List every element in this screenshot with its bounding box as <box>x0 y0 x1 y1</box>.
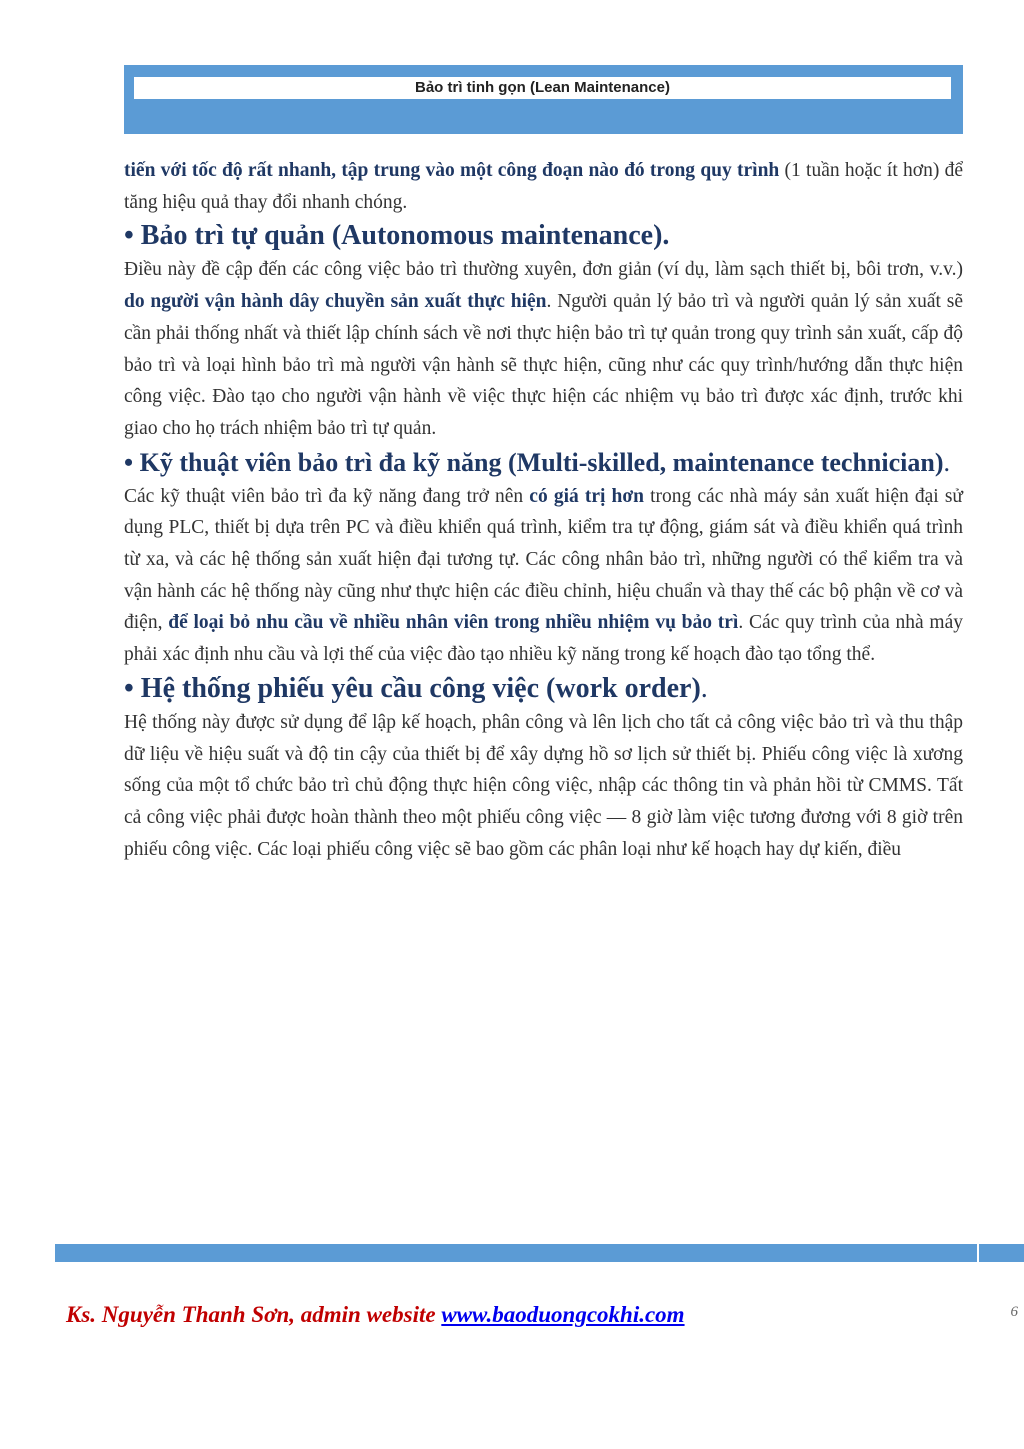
work-order-heading-text: • Hệ thống phiếu yêu cầu công việc (work order) <box>124 672 701 704</box>
autonomous-bold-text: do người vận hành dây chuyền sản xuất thực hiện <box>124 291 547 313</box>
section-heading-autonomous: • Bảo trì tự quản (Autonomous maintenance). <box>124 220 670 252</box>
section-heading-work-order <box>124 671 963 707</box>
page-number: 6 <box>1010 1304 1018 1320</box>
work-order-paragraph: Hệ thống này được sử dụng để lập kế hoạch, phân công và lên lịch cho tất cả công việc bảo trì và thu thập dữ liệu về hiệu suất và độ tin cậy của thiết bị để xây dựng hồ sơ lịch sử thiết bị. Phiếu công việc là xương sống của một tổ chức bảo trì chủ động thực hiện công việc, nhập các thông tin và phản hồi từ CMMS. Tất cả công việc phải được hoàn thành theo một phiếu công việc — 8 giờ làm việc tương đương với 8 giờ trên phiếu công việc. Các loại phiếu công việc sẽ bao gồm các phân loại như kế hoạch hay dự kiến, điều <box>124 711 963 860</box>
technician-heading-text: • Kỹ thuật viên bảo trì đa kỹ năng (Multi-skilled, maintenance technician) <box>124 447 944 477</box>
technician-bold-text-1: có giá trị hơn <box>529 485 645 507</box>
footer-author: Ks. Nguyễn Thanh Sơn, admin website <box>66 1302 442 1327</box>
technician-bold-text-2: để loại bỏ nhu cầu về nhiều nhân viên trong nhiều nhiệm vụ bảo trì <box>168 612 739 634</box>
intro-bold-text: tiến với tốc độ rất nhanh, tập trung vào một công đoạn nào đó trong quy trình <box>124 160 780 181</box>
technician-text-2: trong các nhà máy sản xuất hiện đại sử dụng PLC, thiết bị dựa trên PC và điều khiển quá trình, kiểm tra tự động, giám sát và điều khiển quá trình từ xa, và các hệ thống sản xuất hiện đại tương tự. Các công nhân bảo trì, những người có thể kiểm tra và vận hành các hệ thống này cũng như thực hiện các điều chỉnh, hiệu chuẩn và thay thế các bộ phận về cơ và điện, <box>124 485 963 634</box>
autonomous-text-2: . Người quản lý bảo trì và người quản lý sản xuất sẽ cần phải thống nhất và thiết lập chính sách về nơi thực hiện bảo trì tự quản trong quy trình sản xuất, cấp độ bảo trì và loại hình bảo trì mà người vận hành sẽ thực hiện, cũng như các quy trình/hướng dẫn thực hiện công việc. Đào tạo cho người vận hành về việc thực hiện các nhiệm vụ bảo trì được xác định, trước khi giao cho họ trách nhiệm bảo trì tự quản. <box>124 291 963 439</box>
header-title: Bảo trì tinh gọn (Lean Maintenance) <box>134 77 951 99</box>
technician-heading-trail: . <box>943 447 950 477</box>
page-header-band <box>124 65 963 134</box>
section-heading-technician <box>124 445 963 481</box>
intro-paragraph <box>124 155 963 218</box>
footer-band-divider <box>977 1244 979 1262</box>
main-content <box>124 155 963 865</box>
technician-paragraph <box>124 481 963 671</box>
autonomous-text-1: Điều này đề cập đến các công việc bảo trì thường xuyên, đơn giản (ví dụ, làm sạch thiết bị, bôi trơn, v.v.) <box>124 259 963 281</box>
footer-author-line <box>66 1300 685 1330</box>
website-link[interactable]: www.baoduongcokhi.com <box>441 1302 685 1327</box>
intro-text: (1 tuần hoặc ít hơn) để tăng hiệu quả thay đổi nhanh chóng. <box>124 160 963 213</box>
autonomous-paragraph <box>124 254 963 444</box>
work-order-heading-trail: . <box>700 672 708 704</box>
technician-text-1: Các kỹ thuật viên bảo trì đa kỹ năng đang trở nên <box>124 485 530 507</box>
footer-band <box>55 1244 1024 1262</box>
technician-text-3: . Các quy trình của nhà máy phải xác định nhu cầu và lợi thế của việc đào tạo nhiều kỹ năng trong kế hoạch đào tạo tổng thể. <box>124 612 963 666</box>
